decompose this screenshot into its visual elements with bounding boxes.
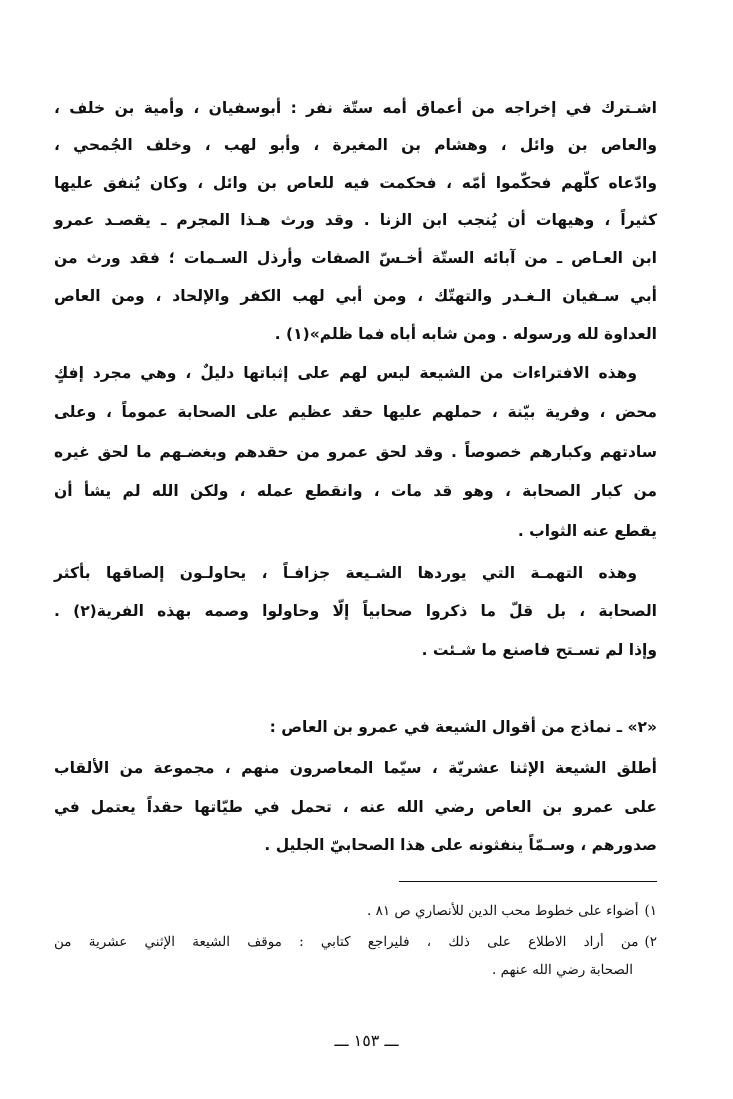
text-line: من كبار الصحابة ، وهو قد مات ، وانقطع عمله ، ولكن الله لم يشأ أن bbox=[54, 482, 657, 500]
footnote-separator bbox=[399, 881, 657, 882]
text-line: سادتهم وكبارهم خصوصاً . وقد لحق عمرو من حقدهم وبغضـهم ما لحق غيره bbox=[54, 443, 657, 461]
footnote-text: من أراد الاطلاع على ذلك ، فليراجع كتابي : موقف الشيعة الإثني عشرية من bbox=[54, 934, 639, 950]
text-line: وهذه الافتراءات من الشيعة ليس لهم على إثباتها دليلٌ ، وهي مجرد إفكٍ bbox=[54, 364, 637, 382]
footnote-marker: ٢) bbox=[644, 934, 657, 950]
footnote-text: أضواء على خطوط محب الدين للأنصاري ص ٨١ . bbox=[367, 903, 639, 919]
text-line: وهذه التهمـة التي يوردها الشـيعة جزافـاً ، يحاولـون إلصاقها بأكثر bbox=[54, 564, 637, 582]
text-line: والعاص بن وائل ، وهشام بن المغيرة ، وأبو لهب ، وخلف الجُمحي ، bbox=[54, 136, 657, 154]
text-line: العداوة لله ورسوله . ومن شابه أباه فما ظلم»(١) . bbox=[274, 325, 657, 343]
footnote-1 bbox=[0, 897, 733, 925]
text-line: على عمرو بن العاص رضي الله عنه ، تحمل في طيّاتها حقداً يعتمل في bbox=[54, 798, 657, 816]
text-line: صدورهم ، وسـمّاً ينفثونه على هذا الصحابيّ الجليل . bbox=[264, 836, 657, 854]
text-line: كثيراً ، وهيهات أن يُنجب ابن الزنا . وقد ورث هـذا المجرم ـ يقصـد عمرو bbox=[54, 211, 657, 229]
text-line: الصحابة ، بل قلّ ما ذكروا صحابياً إلّا وحاولوا وصمه بهذه الفرية(٢) . bbox=[54, 602, 657, 620]
footnote-2-continued: الصحابة رضي الله عنهم . bbox=[492, 962, 633, 978]
footnote-2 bbox=[0, 928, 733, 956]
footnote-marker: ١) bbox=[644, 903, 657, 919]
text-line: ابن العـاص ـ من آبائه الستّة أخـسّ الصفات وأرذل السـمات ؛ فقد ورث من bbox=[54, 249, 657, 267]
text-line: أبي سـفيان الـغـدر والتهتّك ، ومن أبي لهب الكفر والإلحاد ، ومن العاص bbox=[54, 287, 657, 305]
text-line: وادّعاه كلّهم فحكّموا أمّه ، فحكمت فيه للعاص بن وائل ، وكان يُنفق عليها bbox=[54, 174, 657, 192]
section-heading bbox=[54, 712, 657, 742]
text-line: يقطع عنه الثواب . bbox=[517, 522, 657, 540]
text-line: محض ، وفرية بيّنة ، حملهم عليها حقد عظيم على الصحابة عموماً ، وعلى bbox=[54, 403, 657, 421]
text-line: وإذا لم تسـتح فاصنع ما شـئت . bbox=[421, 641, 657, 659]
text-line: أطلق الشيعة الإثنا عشريّة ، سيّما المعاصرون منهم ، مجموعة من الألقاب bbox=[54, 759, 657, 777]
section-title: ـ نماذج من أقوال الشيعة في عمرو بن العاص : bbox=[269, 718, 623, 736]
section-number: «٢» bbox=[627, 718, 657, 736]
page-number: ـــ ١٥٣ ـــ bbox=[334, 1031, 399, 1050]
text-line: اشـترك في إخراجه من أعماق أمه ستّة نفر : أبوسفيان ، وأمية بن خلف ، bbox=[54, 99, 657, 117]
